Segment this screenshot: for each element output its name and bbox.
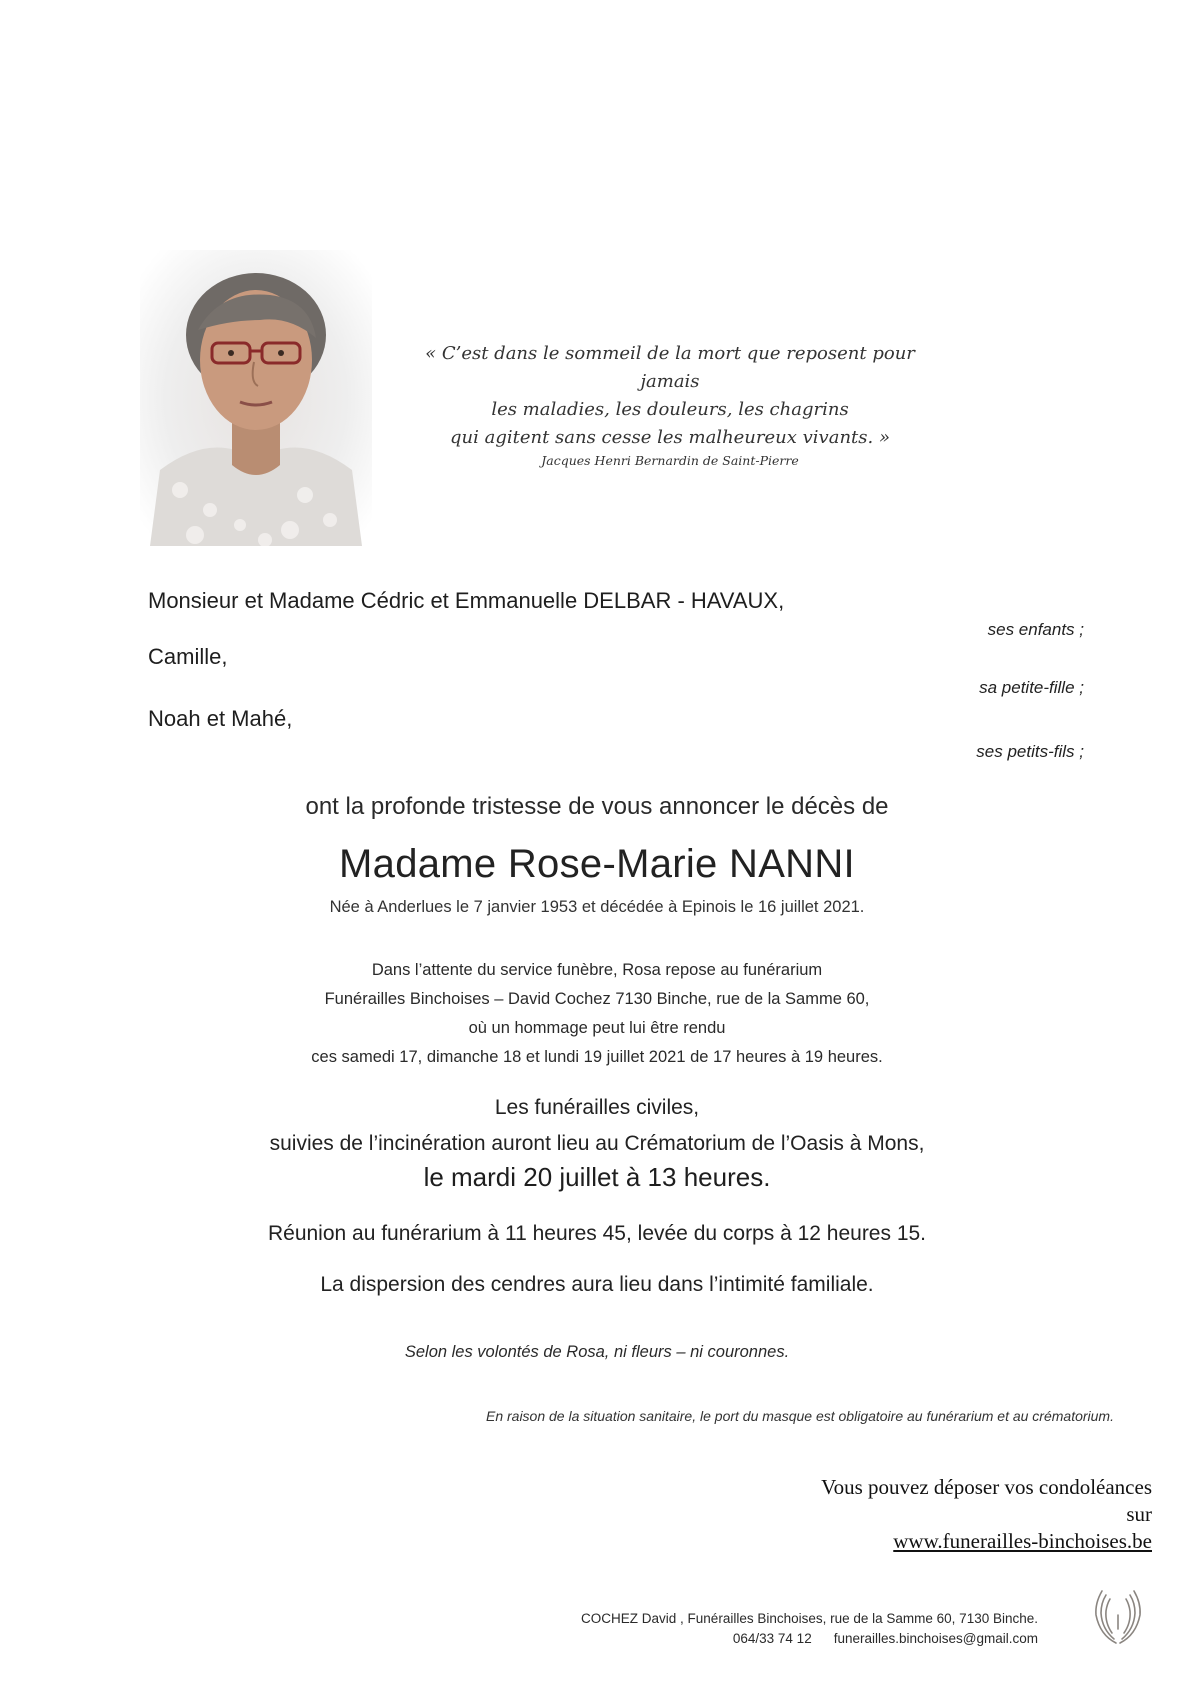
funeral-line: suivies de l’incinération auront lieu au Crématorium de l’Oasis à Mons,	[269, 1132, 925, 1155]
funeral-info	[0, 1090, 1194, 1162]
quote-line: qui agitent sans cesse les malheureux vivants. »	[450, 427, 890, 448]
family-relation: sa petite-fille ;	[979, 678, 1084, 697]
wings-logo-icon	[1090, 1585, 1146, 1645]
dispersion-info: La dispersion des cendres aura lieu dans l’intimité familiale.	[320, 1273, 874, 1296]
family-relation: ses petits-fils ;	[976, 742, 1084, 761]
deceased-name: Madame Rose-Marie NANNI	[339, 842, 855, 886]
reunion-info: Réunion au funérarium à 11 heures 45, levée du corps à 12 heures 15.	[267, 1222, 927, 1245]
family-relation: ses enfants ;	[987, 620, 1084, 639]
vigil-line: Dans l’attente du service funèbre, Rosa repose au funérarium	[371, 961, 823, 979]
condolences-link[interactable]: www.funerailles-binchoises.be	[893, 1529, 1152, 1553]
vigil-line: où un hommage peut lui être rendu	[468, 1019, 726, 1037]
footer-address: COCHEZ David , Funérailles Binchoises, rue de la Samme 60, 7130 Binche.	[581, 1611, 1038, 1626]
funeral-line: Les funérailles civiles,	[494, 1096, 700, 1119]
quote-line: les maladies, les douleurs, les chagrins	[491, 399, 849, 420]
family-member-name: Noah et Mahé,	[148, 706, 293, 731]
vigil-info	[0, 956, 1194, 1072]
condolences-link-line	[821, 1501, 1152, 1555]
birth-death-dates: Née à Anderlues le 7 janvier 1953 et décédée à Epinois le 16 juillet 2021.	[329, 898, 865, 916]
condolences-text: Vous pouvez déposer vos condoléances	[821, 1475, 1152, 1499]
footer-contact	[581, 1609, 1038, 1649]
condolences-prefix: sur	[1126, 1502, 1152, 1526]
family-member-name: Camille,	[148, 644, 228, 669]
footer-contact-row	[581, 1629, 1038, 1649]
condolences-block	[821, 1474, 1152, 1555]
vigil-line: Funérailles Binchoises – David Cochez 7130 Binche, rue de la Samme 60,	[324, 990, 870, 1008]
quote-line: « C’est dans le sommeil de la mort que reposent pour jamais	[425, 343, 915, 392]
funeral-date: le mardi 20 juillet à 13 heures.	[423, 1162, 771, 1192]
epigraph-quote	[400, 340, 940, 470]
footer-phone: 064/33 74 12	[732, 1631, 812, 1646]
footer-email[interactable]: funerailles.binchoises@gmail.com	[833, 1631, 1038, 1646]
portrait-photo	[140, 250, 372, 546]
sanitary-notice: En raison de la situation sanitaire, le port du masque est obligatoire au funérarium et au crématorium.	[485, 1408, 1114, 1424]
vigil-line: ces samedi 17, dimanche 18 et lundi 19 juillet 2021 de 17 heures à 19 heures.	[311, 1048, 883, 1066]
quote-author: Jacques Henri Bernardin de Saint-Pierre	[541, 453, 799, 468]
family-wishes: Selon les volontés de Rosa, ni fleurs – ni couronnes.	[404, 1343, 790, 1361]
announcement-text: ont la profonde tristesse de vous annoncer le décès de	[305, 793, 889, 820]
family-member-name: Monsieur et Madame Cédric et Emmanuelle DELBAR - HAVAUX,	[148, 588, 785, 613]
